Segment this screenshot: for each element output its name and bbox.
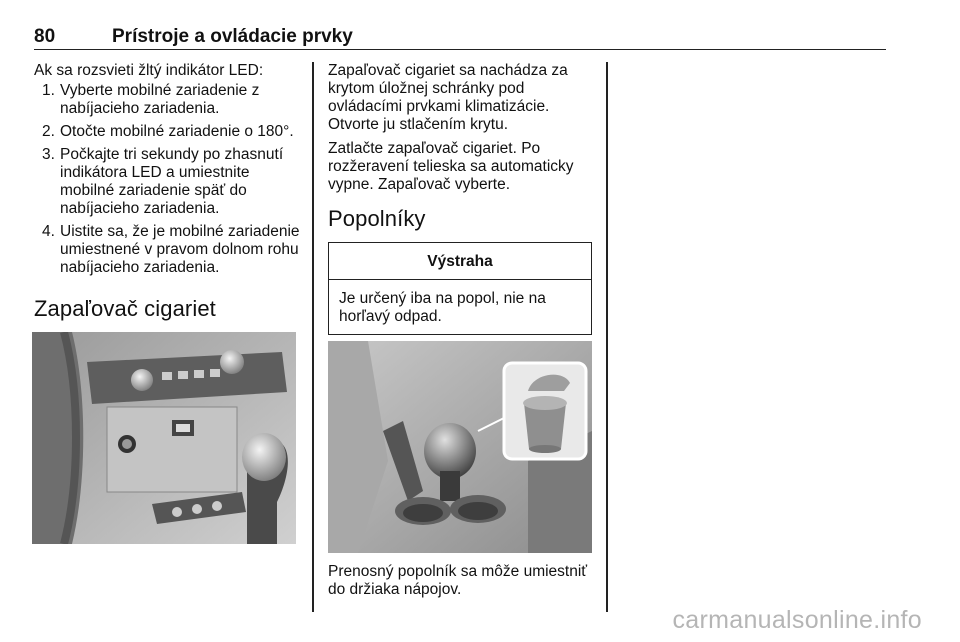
intro-text: Ak sa rozsvieti žltý indikátor LED: (34, 62, 264, 79)
column-divider-left (312, 62, 314, 612)
warning-title: Výstraha (329, 243, 591, 280)
cigarette-lighter-figure (32, 332, 296, 544)
list-item (34, 146, 304, 218)
paragraph-lighter-usage: Zatlačte zapaľovač cigariet. Po rozžeravení telieska sa automaticky vypne. Zapaľovač vyberte. (328, 140, 574, 193)
warning-text: Je určený iba na popol, nie na horľavý odpad. (339, 290, 546, 325)
step-text: Počkajte tri sekundy po zhasnutí indikátora LED a umiestnite mobilné zariadenie späť do nabíjacieho zariadenia. (60, 146, 284, 217)
section-heading-ashtrays: Popolníky (328, 206, 426, 231)
step-text: Otočte mobilné zariadenie o 180°. (60, 123, 294, 140)
step-text: Vyberte mobilné zariadenie z nabíjacieho zariadenia. (60, 82, 260, 117)
list-item (34, 82, 304, 118)
warning-box (328, 242, 592, 335)
step-number: 4. (42, 223, 55, 240)
page-title: Prístroje a ovládacie prvky (112, 26, 353, 47)
list-item (34, 223, 304, 277)
left-column (34, 62, 304, 544)
step-number: 3. (42, 146, 55, 163)
right-column (328, 62, 594, 605)
steps-list (34, 82, 304, 277)
step-number: 2. (42, 123, 55, 140)
step-text: Uistite sa, že je mobilné zariadenie umiestnené v pravom dolnom rohu nabíjacieho zariadenia. (60, 223, 300, 276)
caption-ashtray: Prenosný popolník sa môže umiestniť do držiaka nápojov. (328, 563, 588, 598)
page-number: 80 (34, 26, 56, 47)
step-number: 1. (42, 82, 55, 99)
section-heading-lighter: Zapaľovač cigariet (34, 296, 216, 321)
list-item (34, 123, 304, 141)
paragraph-lighter-location: Zapaľovač cigariet sa nachádza za krytom úložnej schránky pod ovládacími prvkami klimatizácie. Otvorte ju stlačením krytu. (328, 62, 568, 133)
column-divider-right (606, 62, 608, 612)
page-header (34, 24, 886, 50)
ashtray-figure (328, 341, 592, 553)
watermark: carmanualsonline.info (672, 606, 922, 634)
